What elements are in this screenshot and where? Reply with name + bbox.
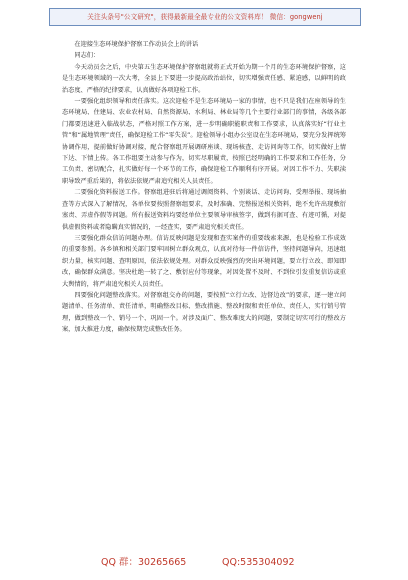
paragraph: 一要强化组织领导和责任落实。这次迎检不是生态环境局一家的事情，也不只是我们在座领导的生态环境局、住建局、农业农村局、自然资源局、水利局、林业局等几个主要行业部门的事情，各级各部门都要迅速进入临战状态，严格对照工作方案，进一步明确职能职责和工作要求，认真落实好“行业主管”和“属地管理”责任，确保迎检工作“零失误”。迎检领导小组办公室设在生态环境局，要充分发挥统筹协调作用，提前做好协调对接，配合督察组开展调研座谈、现场核查、走访问询等工作，切实做好上情下达、下情上传。各工作组要主动参与作为，切实尽职履责，按照已经明确的工作要求和工作任务，分工负责、密切配合，扎实做好每一个环节的工作，确保迎检工作顺利有序开展。对因工作不力、失职渎职导致严重后果的，将依法依规严肃追究相关人员责任。 (62, 98, 346, 185)
qq-group-number: QQ 群：30265665 (101, 557, 187, 568)
paragraph: 今天动员会之后，中央第五生态环境保护督察组就将正式开始为期一个月的生态环境保护督察，这是生态环境领域的一次大考，全县上下要进一步提高政治站位，切实增强责任感、紧迫感，以鲜明的政治态度、严格的纪律要求，认真做好各项迎检工作。 (62, 63, 346, 94)
qq-contact-number: QQ:535304092 (222, 557, 295, 568)
paragraph: 四要强化问题整改落实。对督察组交办的问题，要按照“立行立改、边督边改”的要求，逐一建立问题清单、任务清单、责任清单，明确整改目标、整改措施、整改时限和责任单位、责任人，实行销号管理，做到整改一个、销号一个、巩固一个。对涉及面广、整改难度大的问题，要制定切实可行的整改方案，加大推进力度，确保按期完成整改任务。 (62, 291, 346, 334)
paragraph: 三要强化群众信访问题办理。信访反映问题是发现和查实案件的重要线索来源，也是检验工作成效的重要参照。各乡镇和相关部门要牢固树立群众观点，认真对待每一件信访件，坚持问题导向，迅速组织力量，核实问题、查明原因，依法依规处理。对群众反映强烈的突出环境问题，要立行立改、即知即改，确保群众满意。坚决杜绝一转了之、敷衍应付等现象，对因处置不及时、不到位引发重复信访或重大舆情的，将严肃追究相关人员责任。 (62, 234, 346, 288)
promo-banner (49, 8, 361, 26)
document-body (62, 39, 346, 336)
greeting: 同志们： (74, 52, 100, 60)
page-footer (0, 556, 408, 570)
speech-title: 在迎接生态环境保护督察工作动员会上的讲话 (74, 41, 199, 48)
paragraph: 二要强化资料报送工作。督察组进驻后将通过调阅资料、个别谈话、走访问询、受理举报、现场抽查等方式深入了解情况，各单位要按照督察组要求，及时准确、完整报送相关资料，绝不允许出现敷衍塞责、弄虚作假等问题。所有报送资料均要经单位主要领导审核签字，做到有据可查、有迹可循，对提供虚假资料或者隐瞒真实情况的，一经查实，要严肃追究相关责任。 (62, 189, 346, 231)
promo-banner-text: 关注头条号"公文研究"，获得最新最全最专业的公文资料库！ 微信：gongwenj (87, 13, 323, 21)
